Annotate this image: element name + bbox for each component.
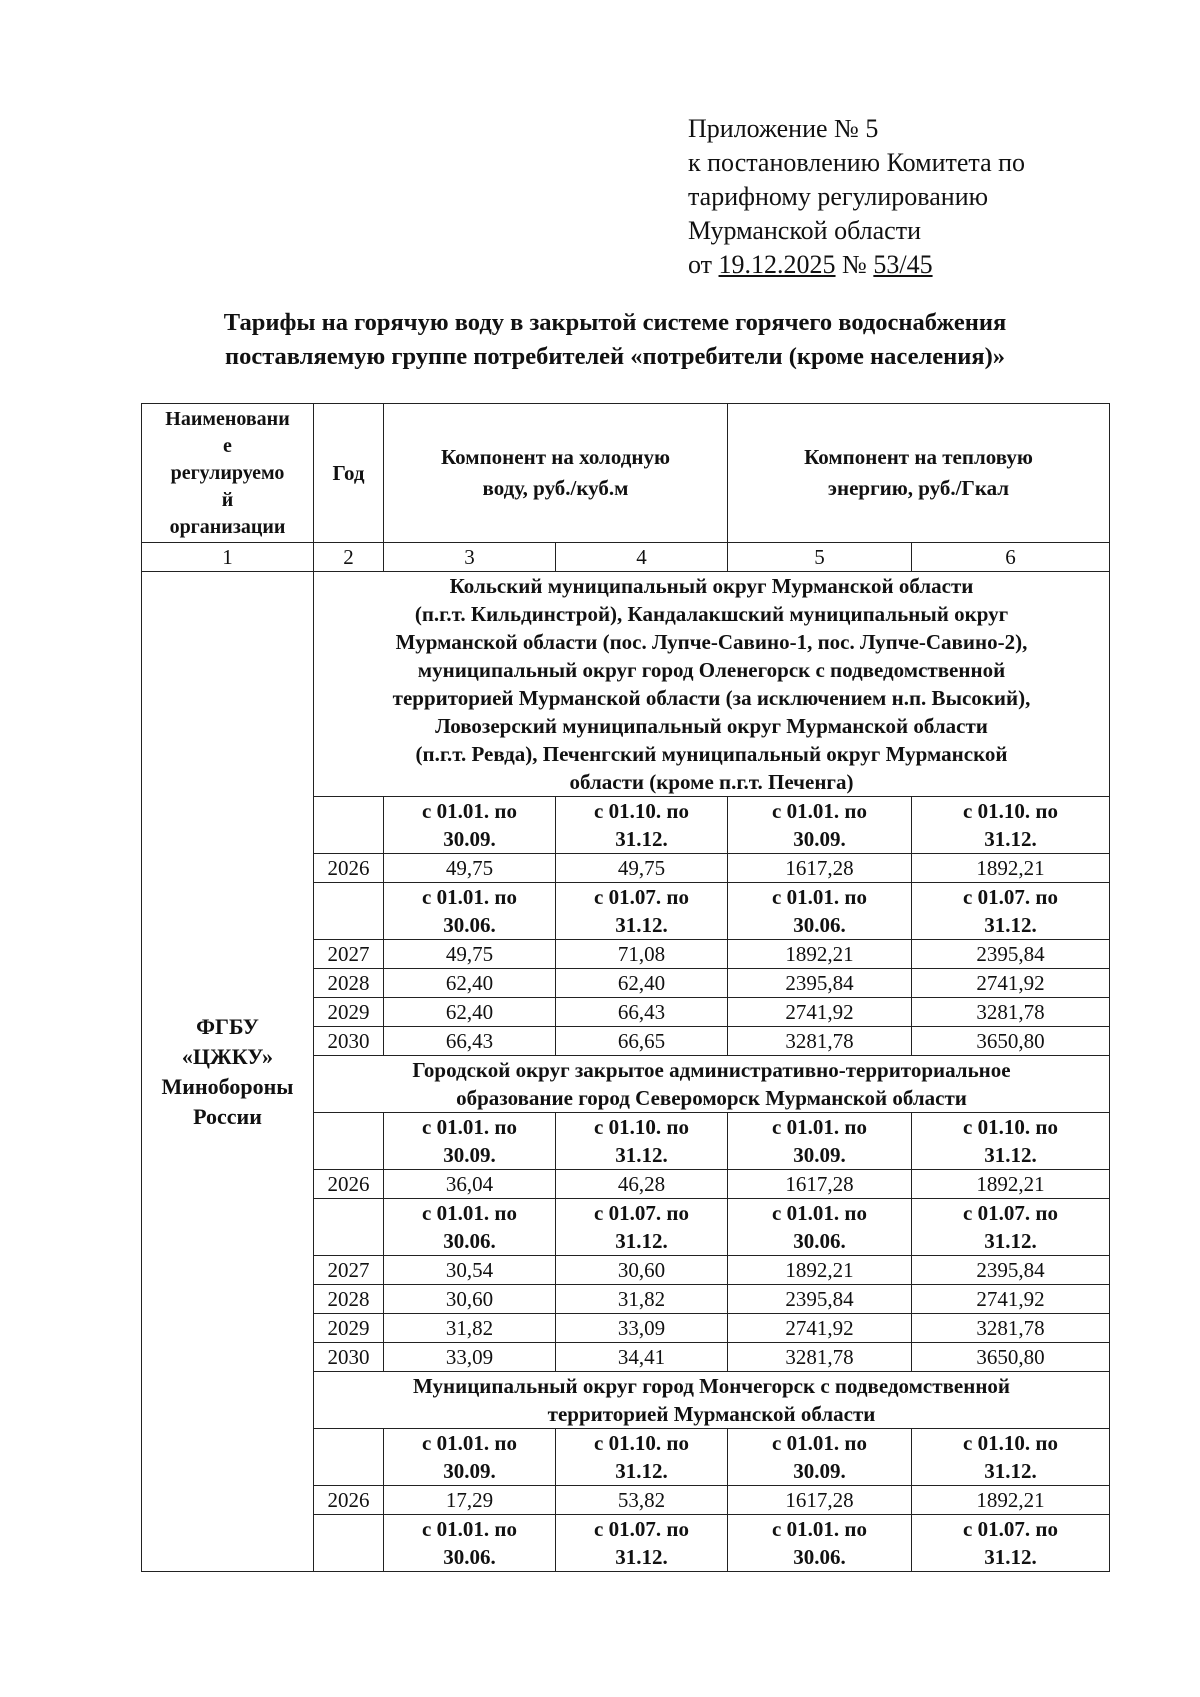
section-title-severomorsk: Городской округ закрытое административно-территориальное образование город Североморск Мурманской области <box>314 1056 1110 1113</box>
year-cell: 2026 <box>314 1486 384 1515</box>
empty-year-cell <box>314 1113 384 1170</box>
period-cell: с 01.10. по 31.12. <box>912 1429 1110 1486</box>
period-cell: с 01.07. по 31.12. <box>556 1199 728 1256</box>
year-cell: 2028 <box>314 969 384 998</box>
title-line-1: Тарифы на горячую воду в закрытой системе горячего водоснабжения <box>223 309 1007 336</box>
value-cell: 3650,80 <box>912 1027 1110 1056</box>
value-cell: 2741,92 <box>728 1314 912 1343</box>
column-number: 3 <box>384 543 556 572</box>
period-cell: с 01.01. по 30.09. <box>384 797 556 854</box>
organization-name: ФГБУ «ЦЖКУ» Минобороны России <box>142 572 314 1572</box>
value-cell: 1892,21 <box>728 1256 912 1285</box>
value-cell: 66,43 <box>556 998 728 1027</box>
period-cell: с 01.07. по 31.12. <box>556 1515 728 1572</box>
year-cell: 2029 <box>314 998 384 1027</box>
value-cell: 2395,84 <box>912 940 1110 969</box>
value-cell: 34,41 <box>556 1343 728 1372</box>
year-cell: 2030 <box>314 1343 384 1372</box>
value-cell: 2395,84 <box>912 1256 1110 1285</box>
value-cell: 2741,92 <box>728 998 912 1027</box>
period-cell: с 01.07. по 31.12. <box>912 1199 1110 1256</box>
value-cell: 62,40 <box>384 998 556 1027</box>
value-cell: 71,08 <box>556 940 728 969</box>
year-cell: 2027 <box>314 940 384 969</box>
resolution-number: 53/45 <box>873 250 933 279</box>
value-cell: 31,82 <box>556 1285 728 1314</box>
value-cell: 2741,92 <box>912 969 1110 998</box>
year-cell: 2026 <box>314 1170 384 1199</box>
period-cell: с 01.07. по 31.12. <box>556 883 728 940</box>
period-cell: с 01.01. по 30.09. <box>728 1429 912 1486</box>
empty-year-cell <box>314 797 384 854</box>
period-cell: с 01.01. по 30.06. <box>728 1199 912 1256</box>
period-cell: с 01.01. по 30.06. <box>384 883 556 940</box>
appendix-header <box>688 112 1025 282</box>
year-cell: 2027 <box>314 1256 384 1285</box>
value-cell: 1892,21 <box>912 854 1110 883</box>
column-number-row <box>142 543 1110 572</box>
period-cell: с 01.10. по 31.12. <box>912 1113 1110 1170</box>
value-cell: 49,75 <box>384 854 556 883</box>
value-cell: 2741,92 <box>912 1285 1110 1314</box>
column-number: 6 <box>912 543 1110 572</box>
value-cell: 49,75 <box>556 854 728 883</box>
value-cell: 1892,21 <box>728 940 912 969</box>
period-cell: с 01.07. по 31.12. <box>912 883 1110 940</box>
period-cell: с 01.01. по 30.09. <box>384 1113 556 1170</box>
column-number: 2 <box>314 543 384 572</box>
year-cell: 2026 <box>314 854 384 883</box>
period-cell: с 01.01. по 30.06. <box>728 883 912 940</box>
year-cell: 2028 <box>314 1285 384 1314</box>
value-cell: 62,40 <box>384 969 556 998</box>
appendix-resolution-line: к постановлению Комитета по <box>688 148 1026 177</box>
value-cell: 62,40 <box>556 969 728 998</box>
value-cell: 31,82 <box>384 1314 556 1343</box>
value-cell: 1617,28 <box>728 1170 912 1199</box>
appendix-region-line: Мурманской области <box>688 216 921 245</box>
empty-year-cell <box>314 1515 384 1572</box>
value-cell: 2395,84 <box>728 1285 912 1314</box>
value-cell: 33,09 <box>384 1343 556 1372</box>
value-cell: 36,04 <box>384 1170 556 1199</box>
period-cell: с 01.01. по 30.09. <box>384 1429 556 1486</box>
column-number: 1 <box>142 543 314 572</box>
value-cell: 3281,78 <box>728 1343 912 1372</box>
value-cell: 3650,80 <box>912 1343 1110 1372</box>
appendix-date-line <box>688 248 1025 282</box>
value-cell: 3281,78 <box>912 1314 1110 1343</box>
period-cell: с 01.01. по 30.09. <box>728 1113 912 1170</box>
year-cell: 2030 <box>314 1027 384 1056</box>
value-cell: 53,82 <box>556 1486 728 1515</box>
empty-year-cell <box>314 1199 384 1256</box>
period-cell: с 01.10. по 31.12. <box>912 797 1110 854</box>
header-cold-water: Компонент на холодную воду, руб./куб.м <box>384 404 728 543</box>
title-line-2: поставляемую группе потребителей «потребители (кроме населения)» <box>224 343 1005 370</box>
year-cell: 2029 <box>314 1314 384 1343</box>
header-heat-energy: Компонент на тепловую энергию, руб./Гкал <box>728 404 1110 543</box>
header-year: Год <box>314 404 384 543</box>
tariff-table <box>141 403 1110 1572</box>
value-cell: 1617,28 <box>728 854 912 883</box>
header-organization: Наименовани е регулируемо й организации <box>142 404 314 543</box>
appendix-number: Приложение № 5 <box>688 114 879 143</box>
value-cell: 66,43 <box>384 1027 556 1056</box>
section-title-kola: Кольский муниципальный округ Мурманской области (п.г.т. Кильдинстрой), Кандалакшский муниципальный округ Мурманской области (пос. Лупче-Савино-1, пос. Лупче-Савино-2), муниципальный округ город Оленегорск с подведомственной территорией Мурманской области (за исключением н.п. Высокий), Ловозерский муниципальный округ Мурманской области (п.г.т. Ревда), Печенгский муниципальный округ Мурманской области (кроме п.г.т. Печенга) <box>314 572 1110 797</box>
value-cell: 3281,78 <box>728 1027 912 1056</box>
value-cell: 1617,28 <box>728 1486 912 1515</box>
section-title-monchegorsk: Муниципальный округ город Мончегорск с подведомственной территорией Мурманской области <box>314 1372 1110 1429</box>
value-cell: 3281,78 <box>912 998 1110 1027</box>
period-cell: с 01.01. по 30.06. <box>384 1199 556 1256</box>
period-cell: с 01.07. по 31.12. <box>912 1515 1110 1572</box>
period-cell: с 01.10. по 31.12. <box>556 1113 728 1170</box>
value-cell: 30,54 <box>384 1256 556 1285</box>
appendix-committee-line: тарифному регулированию <box>688 182 989 211</box>
column-number: 5 <box>728 543 912 572</box>
document-title <box>120 306 1110 374</box>
value-cell: 66,65 <box>556 1027 728 1056</box>
period-cell: с 01.10. по 31.12. <box>556 1429 728 1486</box>
period-cell: с 01.10. по 31.12. <box>556 797 728 854</box>
date-prefix: от <box>688 250 713 279</box>
value-cell: 1892,21 <box>912 1486 1110 1515</box>
section-title-row <box>142 572 1110 797</box>
value-cell: 2395,84 <box>728 969 912 998</box>
empty-year-cell <box>314 883 384 940</box>
resolution-date: 19.12.2025 <box>718 250 836 279</box>
period-cell: с 01.01. по 30.06. <box>384 1515 556 1572</box>
value-cell: 30,60 <box>556 1256 728 1285</box>
period-cell: с 01.01. по 30.06. <box>728 1515 912 1572</box>
value-cell: 17,29 <box>384 1486 556 1515</box>
number-prefix: № <box>842 250 867 279</box>
empty-year-cell <box>314 1429 384 1486</box>
value-cell: 30,60 <box>384 1285 556 1314</box>
value-cell: 33,09 <box>556 1314 728 1343</box>
value-cell: 1892,21 <box>912 1170 1110 1199</box>
value-cell: 46,28 <box>556 1170 728 1199</box>
column-number: 4 <box>556 543 728 572</box>
value-cell: 49,75 <box>384 940 556 969</box>
table-header-row <box>142 404 1110 543</box>
period-cell: с 01.01. по 30.09. <box>728 797 912 854</box>
